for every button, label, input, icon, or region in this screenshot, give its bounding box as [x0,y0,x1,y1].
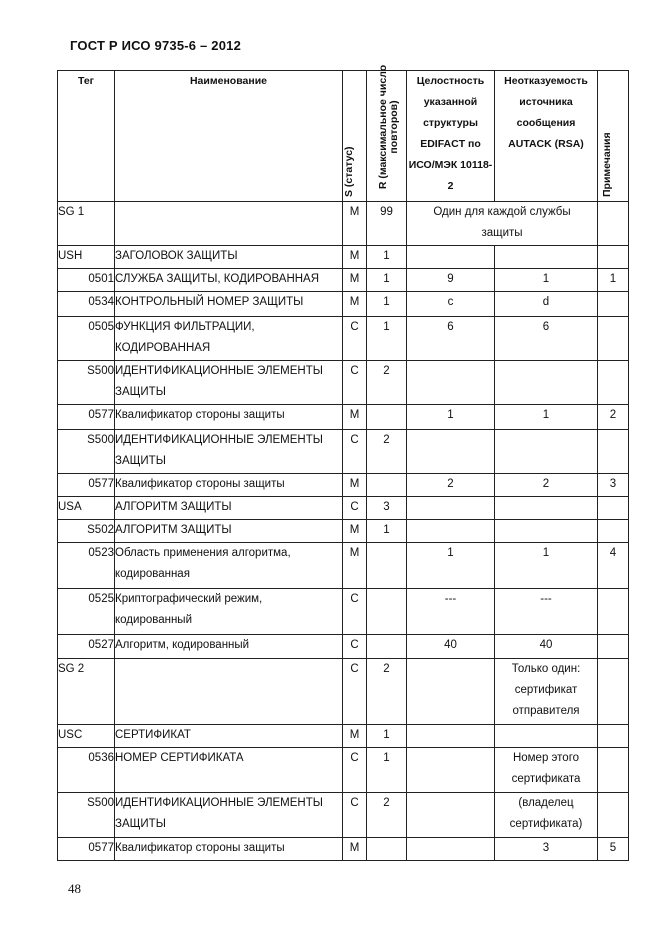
table-row [58,430,629,474]
cell-integrity: 2 [407,474,495,497]
cell-repeat: 2 [367,793,407,838]
table-row [58,635,629,659]
cell-nonrep: 1 [495,269,598,292]
col-header-notes-label: Примечания [601,132,613,197]
cell-status: M [343,725,367,748]
cell-tag: 0534 [58,292,115,317]
cell-integrity [407,430,495,474]
cell-tag: 0577 [58,838,115,861]
cell-tag: USA [58,497,115,520]
cell-notes: 1 [598,269,629,292]
table-row [58,659,629,725]
table-row [58,405,629,430]
cell-repeat [367,635,407,659]
table-row [58,361,629,405]
cell-name: Область применения алгоритма, кодированная [115,543,343,589]
cell-integrity [407,497,495,520]
cell-merged-note: Один для каждой службы защиты [407,202,598,246]
cell-name: НОМЕР СЕРТИФИКАТА [115,748,343,793]
col-header-repeat [367,64,407,202]
cell-name: СЛУЖБА ЗАЩИТЫ, КОДИРОВАННАЯ [115,269,343,292]
cell-integrity [407,520,495,543]
cell-status: C [343,635,367,659]
cell-integrity [407,725,495,748]
cell-repeat [367,474,407,497]
cell-repeat: 1 [367,269,407,292]
cell-tag: 0525 [58,589,115,635]
cell-tag: S502 [58,520,115,543]
cell-repeat [367,589,407,635]
cell-status: M [343,543,367,589]
cell-tag: S500 [58,361,115,405]
col-header-integrity: Целостность указанной структуры EDIFACT по ИСО/МЭК 10118-2 [407,71,495,202]
cell-tag: 0577 [58,405,115,430]
col-header-tag: Тег [58,71,115,202]
cell-tag: 0536 [58,748,115,793]
cell-name: Квалификатор стороны защиты [115,838,343,861]
cell-tag: 0577 [58,474,115,497]
cell-tag: 0505 [58,317,115,361]
cell-name: ИДЕНТИФИКАЦИОННЫЕ ЭЛЕМЕНТЫ ЗАЩИТЫ [115,430,343,474]
cell-repeat: 99 [367,202,407,246]
cell-status: M [343,520,367,543]
cell-notes: 2 [598,405,629,430]
cell-status: M [343,838,367,861]
cell-status: C [343,793,367,838]
cell-name: Алгоритм, кодированный [115,635,343,659]
document-title: ГОСТ Р ИСО 9735-6 – 2012 [70,38,241,53]
cell-nonrep: --- [495,589,598,635]
cell-notes [598,292,629,317]
col-header-repeat-label: R (максимальное число повторов) [377,64,401,190]
table-row [58,246,629,269]
cell-repeat [367,838,407,861]
table-row [58,793,629,838]
cell-nonrep [495,497,598,520]
cell-integrity: c [407,292,495,317]
cell-status: C [343,497,367,520]
cell-nonrep [495,725,598,748]
cell-integrity: 6 [407,317,495,361]
cell-tag: S500 [58,793,115,838]
cell-integrity [407,246,495,269]
cell-repeat: 1 [367,725,407,748]
cell-integrity [407,793,495,838]
cell-repeat: 2 [367,659,407,725]
cell-status: M [343,246,367,269]
cell-tag: USH [58,246,115,269]
cell-integrity: 1 [407,543,495,589]
cell-integrity: 9 [407,269,495,292]
cell-notes [598,246,629,269]
cell-nonrep [495,520,598,543]
cell-tag: 0523 [58,543,115,589]
page-number: 48 [68,881,81,896]
cell-notes [598,659,629,725]
cell-name: Криптографический режим, кодированный [115,589,343,635]
table-row [58,317,629,361]
cell-repeat: 1 [367,292,407,317]
cell-notes [598,725,629,748]
cell-tag: 0501 [58,269,115,292]
cell-status: M [343,269,367,292]
cell-name: ЗАГОЛОВОК ЗАЩИТЫ [115,246,343,269]
cell-notes [598,497,629,520]
cell-repeat: 2 [367,361,407,405]
cell-notes: 5 [598,838,629,861]
col-header-notes [598,71,629,202]
col-header-status-label: S (статус) [342,146,355,197]
cell-tag: S500 [58,430,115,474]
cell-name: АЛГОРИТМ ЗАЩИТЫ [115,497,343,520]
cell-name: ИДЕНТИФИКАЦИОННЫЕ ЭЛЕМЕНТЫ ЗАЩИТЫ [115,361,343,405]
cell-status: C [343,659,367,725]
cell-integrity: 1 [407,405,495,430]
col-header-nonrep: Неотказуемость источника сообщения AUTACK (RSA) [495,71,598,202]
cell-tag: USC [58,725,115,748]
cell-status: C [343,317,367,361]
cell-name: АЛГОРИТМ ЗАЩИТЫ [115,520,343,543]
table-row [58,474,629,497]
cell-integrity: 40 [407,635,495,659]
cell-tag: SG 1 [58,202,115,246]
cell-nonrep: Номер этого сертификата [495,748,598,793]
table-row [58,725,629,748]
table-row [58,269,629,292]
cell-notes: 3 [598,474,629,497]
col-header-name: Наименование [115,71,343,202]
cell-repeat: 2 [367,430,407,474]
cell-notes [598,520,629,543]
cell-notes [598,589,629,635]
cell-notes [598,635,629,659]
table-row [58,589,629,635]
cell-name [115,659,343,725]
table-header-row [58,71,629,202]
table-row [58,748,629,793]
cell-notes [598,430,629,474]
cell-status: C [343,748,367,793]
cell-status: C [343,589,367,635]
cell-integrity [407,361,495,405]
cell-notes [598,793,629,838]
cell-repeat: 1 [367,520,407,543]
cell-name: Квалификатор стороны защиты [115,474,343,497]
cell-nonrep [495,246,598,269]
cell-integrity [407,659,495,725]
cell-tag: 0527 [58,635,115,659]
cell-status: M [343,202,367,246]
table-row [58,497,629,520]
cell-repeat: 1 [367,748,407,793]
cell-nonrep: 3 [495,838,598,861]
table-row [58,520,629,543]
table-row [58,543,629,589]
cell-name: КОНТРОЛЬНЫЙ НОМЕР ЗАЩИТЫ [115,292,343,317]
cell-nonrep: 40 [495,635,598,659]
cell-status: C [343,361,367,405]
cell-name: ИДЕНТИФИКАЦИОННЫЕ ЭЛЕМЕНТЫ ЗАЩИТЫ [115,793,343,838]
cell-integrity: --- [407,589,495,635]
cell-nonrep [495,361,598,405]
cell-nonrep: 6 [495,317,598,361]
cell-status: C [343,430,367,474]
cell-nonrep: d [495,292,598,317]
table-row [58,292,629,317]
cell-repeat: 1 [367,317,407,361]
cell-repeat [367,405,407,430]
cell-nonrep: (владелец сертификата) [495,793,598,838]
cell-tag: SG 2 [58,659,115,725]
cell-repeat [367,543,407,589]
data-table [57,64,629,861]
cell-nonrep: Только один: сертификат отправителя [495,659,598,725]
cell-notes [598,202,629,246]
cell-repeat: 3 [367,497,407,520]
cell-notes [598,748,629,793]
cell-name: ФУНКЦИЯ ФИЛЬТРАЦИИ, КОДИРОВАННАЯ [115,317,343,361]
cell-repeat: 1 [367,246,407,269]
cell-nonrep: 2 [495,474,598,497]
cell-integrity [407,838,495,861]
cell-integrity [407,748,495,793]
cell-nonrep: 1 [495,543,598,589]
cell-name: СЕРТИФИКАТ [115,725,343,748]
cell-nonrep [495,430,598,474]
cell-status: M [343,474,367,497]
cell-name: Квалификатор стороны защиты [115,405,343,430]
table-row [58,202,629,246]
cell-notes [598,361,629,405]
cell-notes [598,317,629,361]
cell-notes: 4 [598,543,629,589]
cell-name [115,202,343,246]
table-row [58,838,629,861]
col-header-status [343,71,367,202]
cell-status: M [343,292,367,317]
cell-status: M [343,405,367,430]
cell-nonrep: 1 [495,405,598,430]
